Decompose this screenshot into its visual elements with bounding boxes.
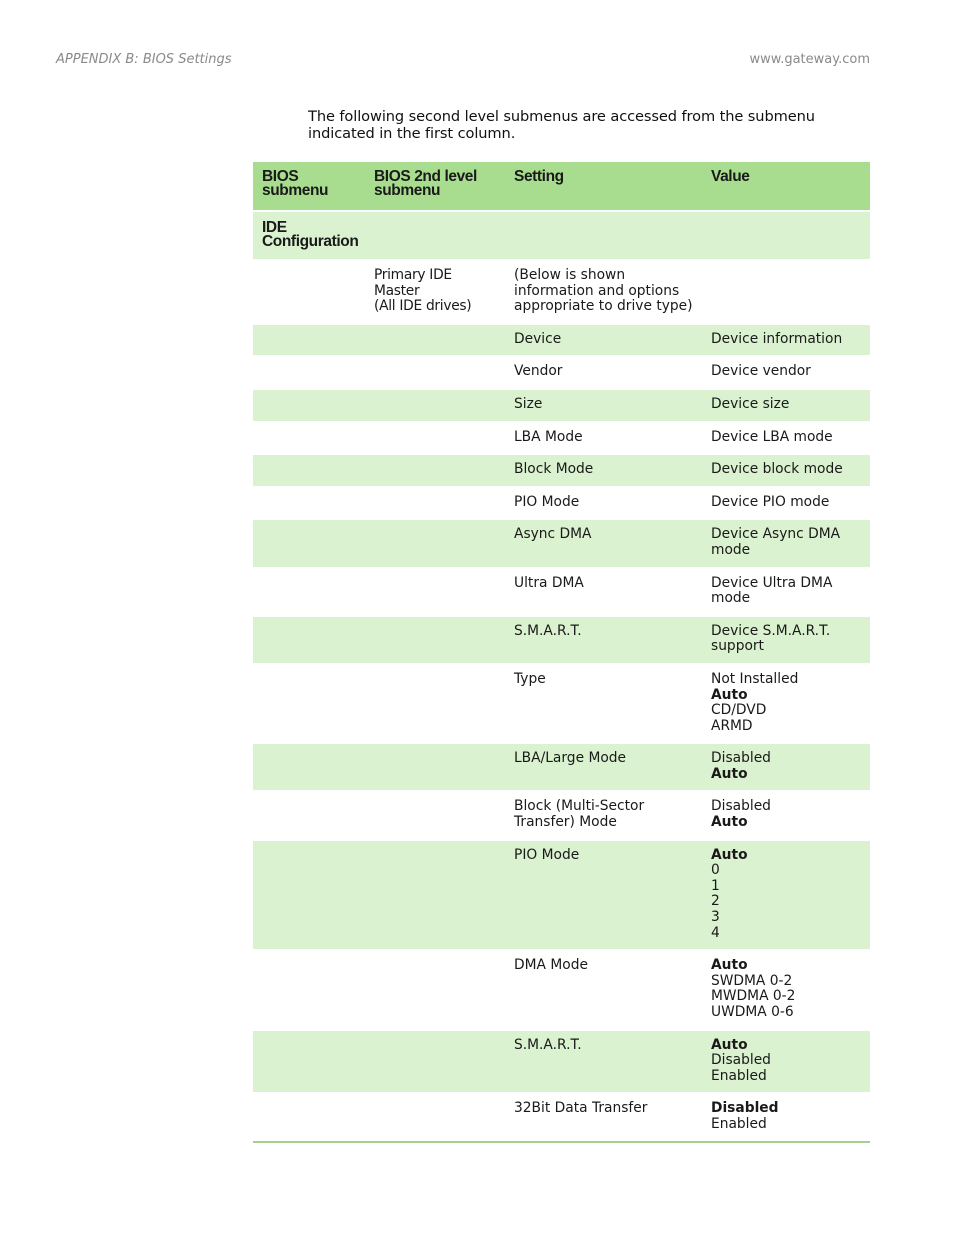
cell-setting: DMA Mode (505, 950, 702, 1029)
table-row (253, 791, 870, 839)
cell-setting: Block Mode (505, 454, 702, 487)
table-row (253, 389, 870, 422)
cell-setting: (Below is shown information and options appropriate to drive type) (505, 260, 702, 324)
website-url: www.gateway.com (749, 52, 870, 67)
cell-bios-submenu (253, 356, 365, 389)
cell-value (702, 568, 870, 616)
cell-setting: Block (Multi-Sector Transfer) Mode (505, 791, 702, 839)
value-option: SWDMA 0-2 (711, 972, 793, 989)
table-row (253, 422, 870, 455)
value-option: 2 (711, 893, 720, 910)
cell-bios-submenu (253, 743, 365, 791)
intro-paragraph: The following second level submenus are accessed from the submenu indicated in the first column. (308, 108, 815, 142)
table-row (253, 324, 870, 357)
value-option: Device information (711, 330, 843, 347)
cell-value (702, 950, 870, 1029)
cell-value (702, 422, 870, 455)
cell-setting: PIO Mode (505, 487, 702, 520)
cell-bios-submenu (253, 324, 365, 357)
cell-bios-submenu (253, 840, 365, 951)
value-option: Device block mode (711, 461, 843, 478)
table-body (253, 211, 870, 1142)
value-option: Device size (711, 395, 790, 412)
value-option-default: Disabled (711, 1100, 779, 1117)
value-option: Disabled (711, 798, 771, 815)
cell-2nd-level-submenu (365, 1030, 505, 1094)
value-option: 0 (711, 862, 720, 879)
value-option: Device S.M.A.R.T. support (711, 622, 831, 655)
cell-2nd-level-submenu (365, 324, 505, 357)
column-header-setting: Setting (505, 162, 702, 211)
cell-setting: Device (505, 324, 702, 357)
cell-bios-submenu (253, 454, 365, 487)
cell-value (702, 616, 870, 664)
cell-bios-submenu (253, 1030, 365, 1094)
cell-value (702, 519, 870, 567)
cell-2nd-level-submenu (365, 389, 505, 422)
cell-setting: Async DMA (505, 519, 702, 567)
table-row (253, 1030, 870, 1094)
cell-2nd-level-submenu (365, 791, 505, 839)
cell-value (702, 487, 870, 520)
value-option-default: Auto (711, 1036, 748, 1053)
cell-bios-submenu (253, 950, 365, 1029)
value-option: CD/DVD (711, 702, 767, 719)
value-option: Device LBA mode (711, 428, 833, 445)
value-option-default: Auto (711, 765, 748, 782)
cell-2nd-level-submenu: Primary IDE Master (All IDE drives) (365, 260, 505, 324)
cell-setting: 32Bit Data Transfer (505, 1093, 702, 1141)
cell-value (702, 356, 870, 389)
table-row (253, 568, 870, 616)
value-option: Device Ultra DMA mode (711, 574, 833, 607)
value-option: Device PIO mode (711, 493, 830, 510)
value-option-default: Auto (711, 814, 748, 831)
bios-settings-table (253, 162, 870, 1143)
cell-setting: PIO Mode (505, 840, 702, 951)
cell-2nd-level-submenu (365, 664, 505, 743)
cell-2nd-level-submenu (365, 568, 505, 616)
cell-setting: Type (505, 664, 702, 743)
cell-2nd-level-submenu (365, 356, 505, 389)
table-row (253, 840, 870, 951)
cell-value (702, 324, 870, 357)
cell-bios-submenu (253, 568, 365, 616)
cell-value (702, 743, 870, 791)
column-header-bios-submenu: BIOS submenu (253, 162, 365, 211)
cell-setting: Size (505, 389, 702, 422)
table-row (253, 950, 870, 1029)
table-row (253, 664, 870, 743)
value-option: MWDMA 0-2 (711, 988, 796, 1005)
cell-bios-submenu (253, 389, 365, 422)
cell-bios-submenu (253, 519, 365, 567)
cell-value (702, 791, 870, 839)
section-title-cell: IDE Configuration (253, 211, 365, 260)
value-option: Not Installed (711, 670, 799, 687)
value-option: Enabled (711, 1067, 767, 1084)
value-option: 4 (711, 924, 720, 941)
cell-bios-submenu (253, 791, 365, 839)
cell-2nd-level-submenu (365, 616, 505, 664)
cell-bios-submenu (253, 260, 365, 324)
cell-bios-submenu (253, 1093, 365, 1141)
value-option-default: Auto (711, 846, 748, 863)
value-option-default: Auto (711, 957, 748, 974)
running-header (56, 52, 870, 72)
cell-value (702, 1030, 870, 1094)
table-row (253, 260, 870, 324)
cell-value (702, 1093, 870, 1141)
table-row (253, 487, 870, 520)
value-option: Disabled (711, 1052, 771, 1069)
cell-value (702, 389, 870, 422)
cell-bios-submenu (253, 422, 365, 455)
cell-2nd-level-submenu (365, 422, 505, 455)
table-row (253, 519, 870, 567)
cell-value (702, 664, 870, 743)
value-option: Device Async DMA mode (711, 526, 841, 558)
cell-value (702, 840, 870, 951)
cell-setting: Ultra DMA (505, 568, 702, 616)
table-header-row (253, 162, 870, 211)
cell-2nd-level-submenu (365, 743, 505, 791)
cell-2nd-level-submenu (365, 840, 505, 951)
section-title: APPENDIX B: BIOS Settings (56, 52, 232, 67)
table-row (253, 743, 870, 791)
table-row (253, 616, 870, 664)
value-option: UWDMA 0-6 (711, 1004, 794, 1020)
cell-2nd-level-submenu (365, 519, 505, 567)
value-option: 1 (711, 877, 720, 894)
table-row (253, 356, 870, 389)
value-option: ARMD (711, 717, 753, 734)
cell-setting: Vendor (505, 356, 702, 389)
table-row (253, 454, 870, 487)
column-header-value: Value (702, 162, 870, 211)
value-option: 3 (711, 909, 720, 926)
cell-2nd-level-submenu (365, 454, 505, 487)
cell-2nd-level-submenu (365, 950, 505, 1029)
value-option: Device vendor (711, 363, 811, 380)
cell-2nd-level-submenu (365, 1093, 505, 1141)
cell-bios-submenu (253, 664, 365, 743)
table-row (253, 1093, 870, 1141)
value-option-default: Auto (711, 686, 748, 703)
cell-value (702, 260, 870, 324)
cell-bios-submenu (253, 487, 365, 520)
section-row (253, 211, 870, 260)
column-header-2nd-level-submenu: BIOS 2nd level submenu (365, 162, 505, 211)
cell-2nd-level-submenu (365, 487, 505, 520)
cell-bios-submenu (253, 616, 365, 664)
cell-setting: LBA/Large Mode (505, 743, 702, 791)
cell-value (702, 454, 870, 487)
value-option: Enabled (711, 1115, 767, 1132)
cell-setting: S.M.A.R.T. (505, 616, 702, 664)
cell-setting: S.M.A.R.T. (505, 1030, 702, 1094)
value-option: Disabled (711, 750, 771, 767)
cell-setting: LBA Mode (505, 422, 702, 455)
